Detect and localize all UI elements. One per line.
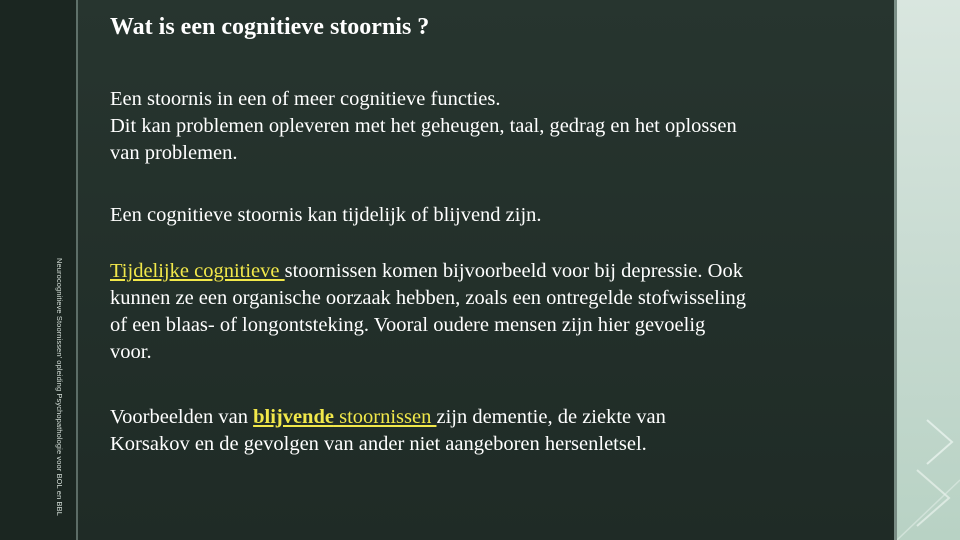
left-divider-line xyxy=(76,0,78,540)
slide-title: Wat is een cognitieve stoornis ? xyxy=(110,14,430,40)
link-blijvende-stoornissen[interactable] xyxy=(253,406,436,428)
paragraph-permanent-suffix: zijn dementie, de ziekte van Korsakov en de gevolgen van ander niet aangeboren hersenletsel. xyxy=(110,406,666,455)
paragraph-permanent-prefix: Voorbeelden van xyxy=(110,406,254,428)
link-stoornissen[interactable]: stoornissen xyxy=(333,406,437,428)
vertical-caption-text: Neurocognitieve Stoornissen' opleiding Psychopathologie voor BOL en BBL xyxy=(55,258,64,516)
link-blijvende-bold[interactable]: blijvende xyxy=(253,406,334,428)
paragraph-permanent xyxy=(110,404,750,458)
paragraph-temporary-text: stoornissen komen bijvoorbeeld voor bij depressie. Ook kunnen ze een organische oorzaak hebben, zoals een ontregelde stofwisseling of een blaas- of longontsteking. Vooral oudere mensen zijn hier gevoelig voor. xyxy=(110,260,747,363)
paragraph-temporary-or-permanent: Een cognitieve stoornis kan tijdelijk of blijvend zijn. xyxy=(110,204,542,226)
link-tijdelijke-cognitieve[interactable]: Tijdelijke cognitieve xyxy=(110,260,285,282)
left-band xyxy=(0,0,76,540)
chevron-decoration-icon xyxy=(897,380,960,540)
paragraph-definition-line1: Een stoornis in een of meer cognitieve functies. xyxy=(110,88,501,110)
paragraph-temporary xyxy=(110,258,750,366)
paragraph-definition-line2: Dit kan problemen opleveren met het geheugen, taal, gedrag en het oplossen van problemen. xyxy=(110,115,737,164)
vertical-caption xyxy=(52,258,64,520)
paragraph-definition xyxy=(110,86,750,167)
